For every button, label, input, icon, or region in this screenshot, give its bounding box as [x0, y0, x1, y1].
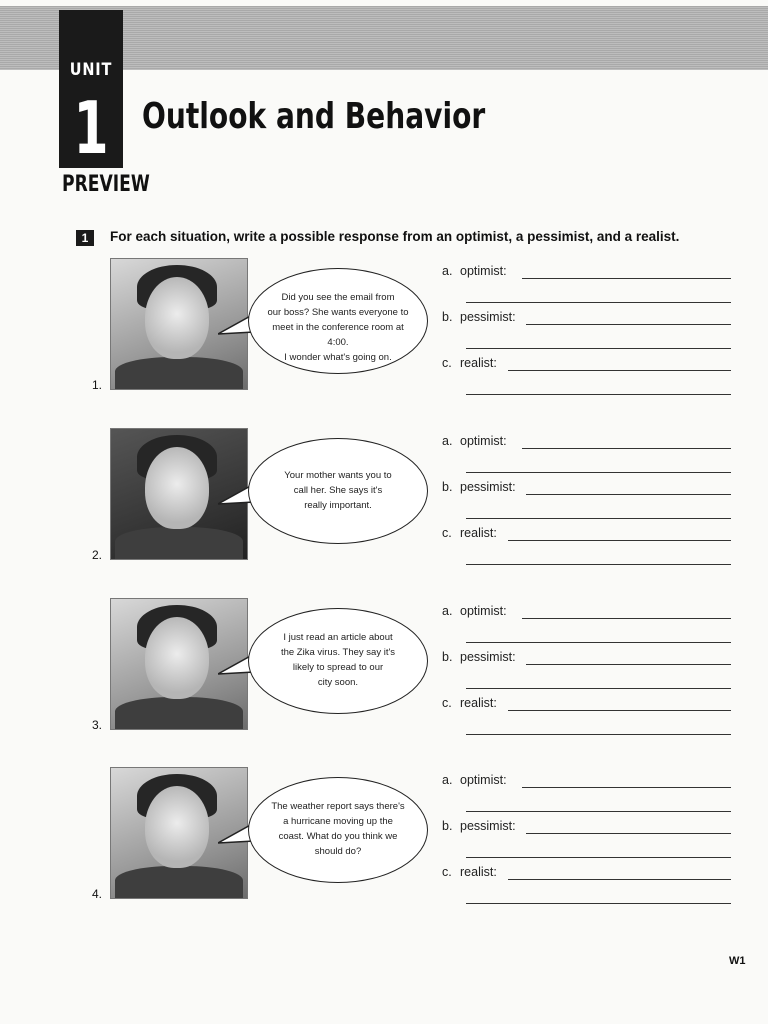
answer-line[interactable] — [508, 540, 731, 541]
answer-role: optimist: — [460, 773, 507, 787]
item-number: 4. — [92, 887, 103, 901]
answer-letter: b. — [442, 310, 453, 324]
answer-letter: a. — [442, 604, 453, 618]
answer-line[interactable] — [522, 618, 731, 619]
answer-line[interactable] — [466, 734, 731, 735]
speech-bubble-text — [262, 290, 414, 365]
speech-bubble-line: Did you see the email from — [281, 292, 395, 303]
unit-number: 1 — [73, 86, 109, 170]
answer-line[interactable] — [508, 710, 731, 711]
answer-letter: b. — [442, 480, 453, 494]
portrait-torso — [115, 527, 243, 559]
answer-role: optimist: — [460, 264, 507, 278]
answer-label — [442, 310, 516, 324]
speech-bubble-line: our boss? She wants everyone to — [267, 307, 409, 318]
answer-label — [442, 526, 497, 540]
answer-label — [442, 356, 497, 370]
answer-label — [442, 604, 507, 618]
speech-bubble-line: likely to spread to our — [292, 662, 384, 673]
answer-letter: c. — [442, 865, 452, 879]
portrait-face — [145, 786, 209, 868]
portrait-face — [145, 277, 209, 359]
unit-box — [59, 10, 123, 168]
answer-letter: b. — [442, 650, 453, 664]
answer-role: realist: — [460, 696, 497, 710]
answer-role: pessimist: — [460, 819, 516, 833]
answer-label — [442, 773, 507, 787]
answer-letter: a. — [442, 264, 453, 278]
speech-bubble-line: really important. — [304, 499, 372, 511]
answer-line[interactable] — [526, 833, 731, 834]
answer-role: pessimist: — [460, 650, 516, 664]
answer-line[interactable] — [522, 278, 731, 279]
answer-line[interactable] — [466, 394, 731, 395]
speech-bubble-text — [262, 630, 414, 690]
answer-letter: a. — [442, 773, 453, 787]
answer-letter: c. — [442, 696, 452, 710]
answer-role: pessimist: — [460, 480, 516, 494]
answer-line[interactable] — [466, 903, 731, 904]
answer-line[interactable] — [526, 664, 731, 665]
speech-bubble-line: the Zika virus. They say it's — [280, 647, 396, 658]
answer-role: pessimist: — [460, 310, 516, 324]
answer-label — [442, 480, 516, 494]
answer-role: realist: — [460, 356, 497, 370]
speech-bubble-line: should do? — [314, 846, 362, 857]
answer-line[interactable] — [508, 370, 731, 371]
answer-role: optimist: — [460, 434, 507, 448]
exercise-instruction: For each situation, write a possible response from an optimist, a pessimist, and a realist. — [110, 229, 680, 244]
portrait-torso — [115, 866, 243, 898]
page-number: W1 — [729, 955, 746, 967]
answer-label — [442, 865, 497, 879]
speech-bubble-line: call her. She says it's — [293, 484, 383, 496]
answer-line[interactable] — [526, 494, 731, 495]
answer-letter: a. — [442, 434, 453, 448]
speech-bubble-text — [262, 799, 414, 859]
portrait-face — [145, 617, 209, 699]
answer-label — [442, 650, 516, 664]
answer-line[interactable] — [466, 642, 731, 643]
exercise-item — [0, 428, 768, 578]
answer-line[interactable] — [466, 472, 731, 473]
answer-line[interactable] — [466, 688, 731, 689]
answer-role: realist: — [460, 865, 497, 879]
exercise-number: 1 — [76, 230, 94, 246]
speech-bubble-line: I wonder what's going on. — [284, 352, 392, 363]
answer-line[interactable] — [466, 811, 731, 812]
answer-label — [442, 819, 516, 833]
speech-bubble-line: coast. What do you think we — [278, 831, 398, 842]
answer-label — [442, 264, 507, 278]
answer-line[interactable] — [466, 857, 731, 858]
speech-bubble-line: The weather report says there's — [271, 801, 405, 812]
answer-line[interactable] — [466, 518, 731, 519]
item-number: 3. — [92, 718, 103, 732]
answer-role: realist: — [460, 526, 497, 540]
answer-line[interactable] — [522, 787, 731, 788]
unit-title: Outlook and Behavior — [142, 96, 486, 137]
section-heading: PREVIEW — [62, 172, 150, 197]
answer-line[interactable] — [526, 324, 731, 325]
speech-bubble-line: a hurricane moving up the — [283, 816, 393, 827]
answer-role: optimist: — [460, 604, 507, 618]
speech-bubble-line: city soon. — [317, 677, 359, 688]
answer-letter: b. — [442, 819, 453, 833]
speech-bubble-line: I just read an article about — [283, 632, 393, 643]
speech-bubble-line: meet in the conference room at 4:00. — [272, 322, 404, 348]
exercise-item — [0, 598, 768, 748]
answer-line[interactable] — [522, 448, 731, 449]
item-number: 1. — [92, 378, 103, 392]
portrait-face — [145, 447, 209, 529]
speech-bubble-text — [262, 468, 414, 513]
speech-bubble-line: Your mother wants you to — [284, 469, 392, 481]
answer-line[interactable] — [508, 879, 731, 880]
exercise-item — [0, 258, 768, 408]
portrait-torso — [115, 357, 243, 389]
portrait-torso — [115, 697, 243, 729]
answer-label — [442, 434, 507, 448]
answer-line[interactable] — [466, 348, 731, 349]
answer-label — [442, 696, 497, 710]
answer-letter: c. — [442, 526, 452, 540]
answer-line[interactable] — [466, 564, 731, 565]
answer-line[interactable] — [466, 302, 731, 303]
unit-label: UNIT — [69, 60, 113, 80]
answer-letter: c. — [442, 356, 452, 370]
item-number: 2. — [92, 548, 103, 562]
exercise-item — [0, 767, 768, 917]
